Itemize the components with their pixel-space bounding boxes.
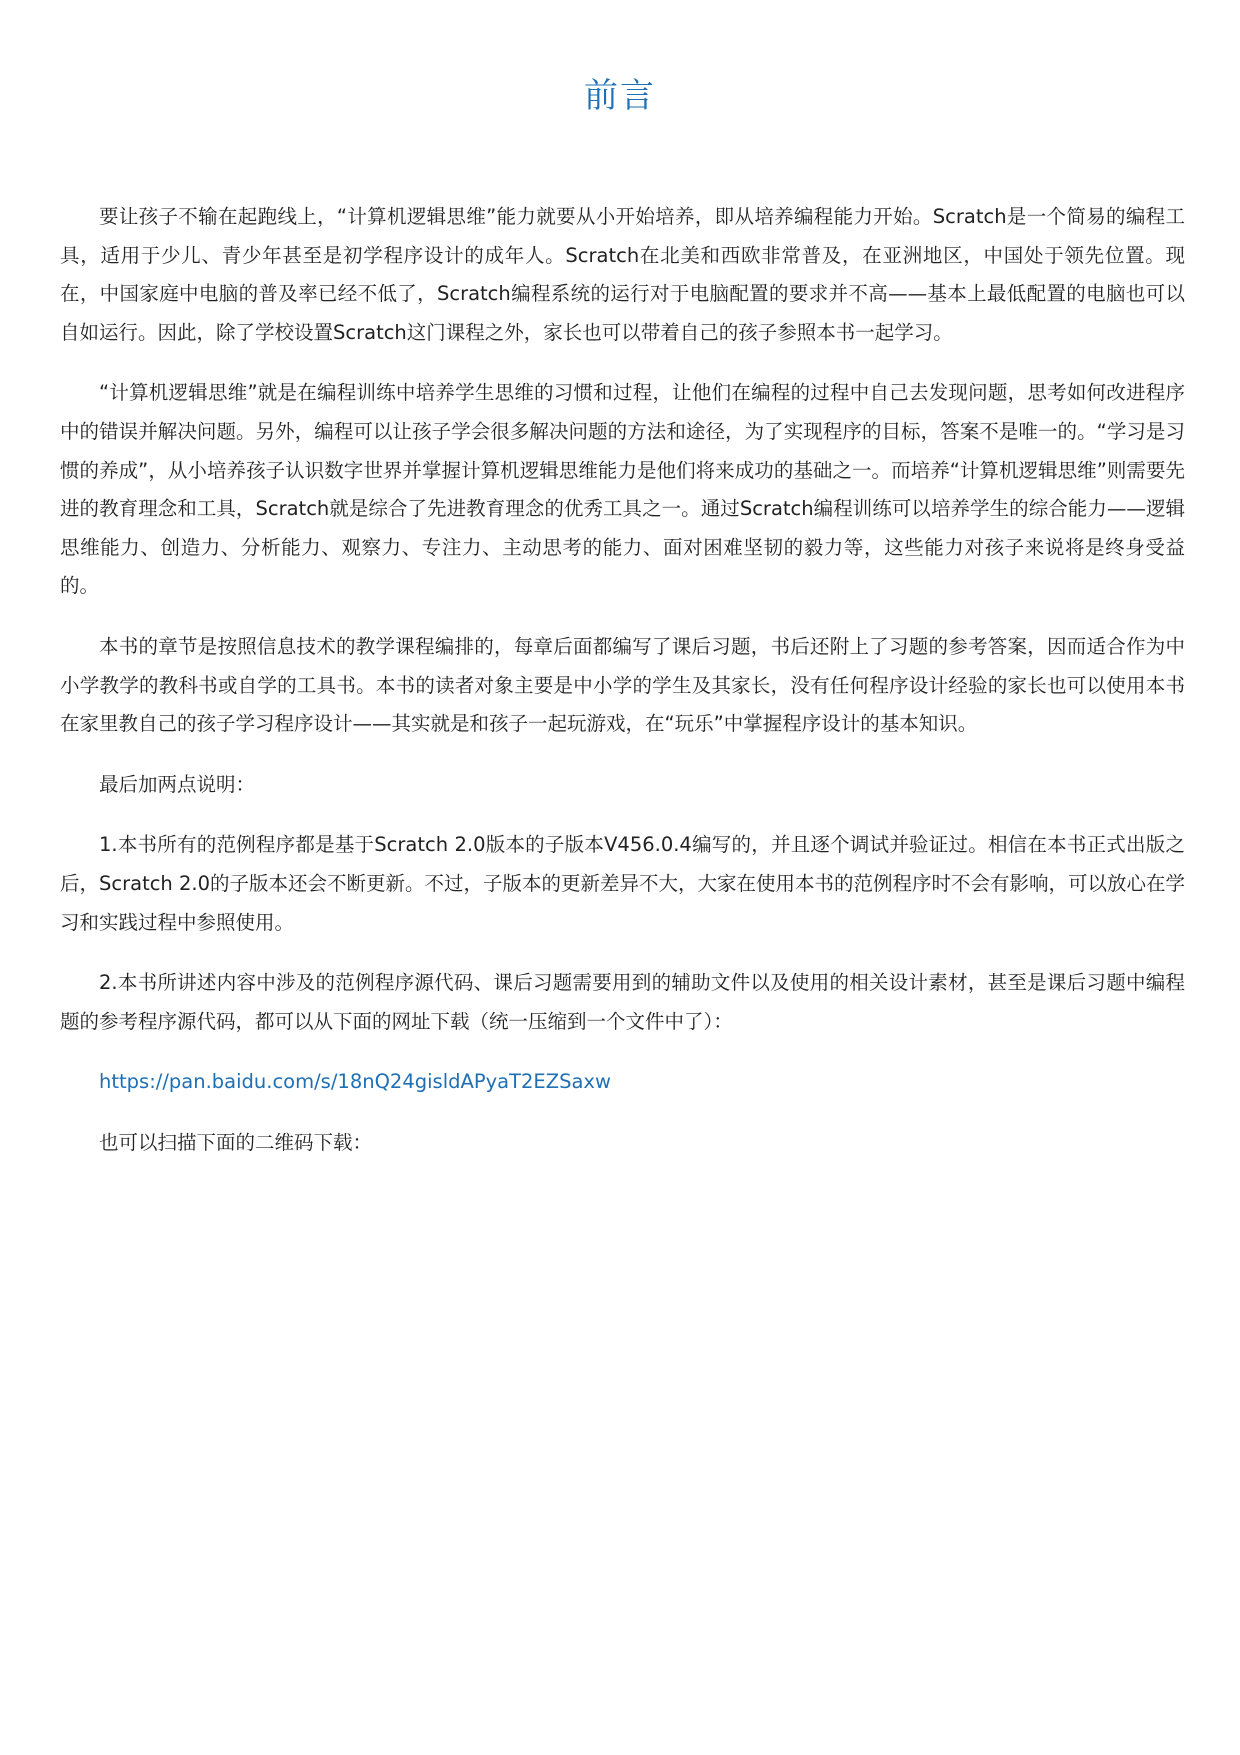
paragraph-logical-thinking: “计算机逻辑思维”就是在编程训练中培养学生思维的习惯和过程，让他们在编程的过程中自己去发现问题，思考如何改进程序中的错误并解决问题。另外，编程可以让孩子学会很多解决问题的方法和途径，为了实现程序的目标，答案不是唯一的。“学习是习惯的养成”，从小培养孩子认识数字世界并掌握计算机逻辑思维能力是他们将来成功的基础之一。而培养“计算机逻辑思维”则需要先进的教育理念和工具，Scratch就是综合了先进教育理念的优秀工具之一。通过Scratch编程训练可以培养学生的综合能力——逻辑思维能力、创造力、分析能力、观察力、专注力、主动思考的能力、面对困难坚韧的毅力等，这些能力对孩子来说将是终身受益的。 <box>60 381 1185 598</box>
download-link-line <box>60 1063 1185 1102</box>
paragraph-note-2: 2.本书所讲述内容中涉及的范例程序源代码、课后习题需要用到的辅助文件以及使用的相关设计素材，甚至是课后习题中编程题的参考程序源代码，都可以从下面的网址下载（统一压缩到一个文件中了）： <box>60 971 1185 1033</box>
preface-body <box>60 198 1185 1184</box>
paragraph-qr-note: 也可以扫描下面的二维码下载： <box>99 1130 373 1154</box>
paragraph-note-1: 1.本书所有的范例程序都是基于Scratch 2.0版本的子版本V456.0.4编写的，并且逐个调试并验证过。相信在本书正式出版之后，Scratch 2.0的子版本还会不断更新。不过，子版本的更新差异不大，大家在使用本书的范例程序时不会有影响，可以放心在学习和实践过程中参照使用。 <box>60 833 1186 934</box>
download-link[interactable]: https://pan.baidu.com/s/18nQ24gisldAPyaT2EZSaxw <box>99 1070 611 1094</box>
paragraph-notes-heading: 最后加两点说明： <box>99 772 256 796</box>
paragraph-book-structure: 本书的章节是按照信息技术的教学课程编排的，每章后面都编写了课后习题，书后还附上了习题的参考答案，因而适合作为中小学教学的教科书或自学的工具书。本书的读者对象主要是中小学的学生及其家长，没有任何程序设计经验的家长也可以使用本书在家里教自己的孩子学习程序设计——其实就是和孩子一起玩游戏，在“玩乐”中掌握程序设计的基本知识。 <box>60 634 1185 736</box>
paragraph-intro: 要让孩子不输在起跑线上，“计算机逻辑思维”能力就要从小开始培养，即从培养编程能力开始。Scratch是一个简易的编程工具，适用于少儿、青少年甚至是初学程序设计的成年人。Scratch在北美和西欧非常普及，在亚洲地区，中国处于领先位置。现在，中国家庭中电脑的普及率已经不低了，Scratch编程系统的运行对于电脑配置的要求并不高——基本上最低配置的电脑也可以自如运行。因此，除了学校设置Scratch这门课程之外，家长也可以带着自己的孩子参照本书一起学习。 <box>60 205 1185 344</box>
page-title: 前言 <box>584 76 656 116</box>
